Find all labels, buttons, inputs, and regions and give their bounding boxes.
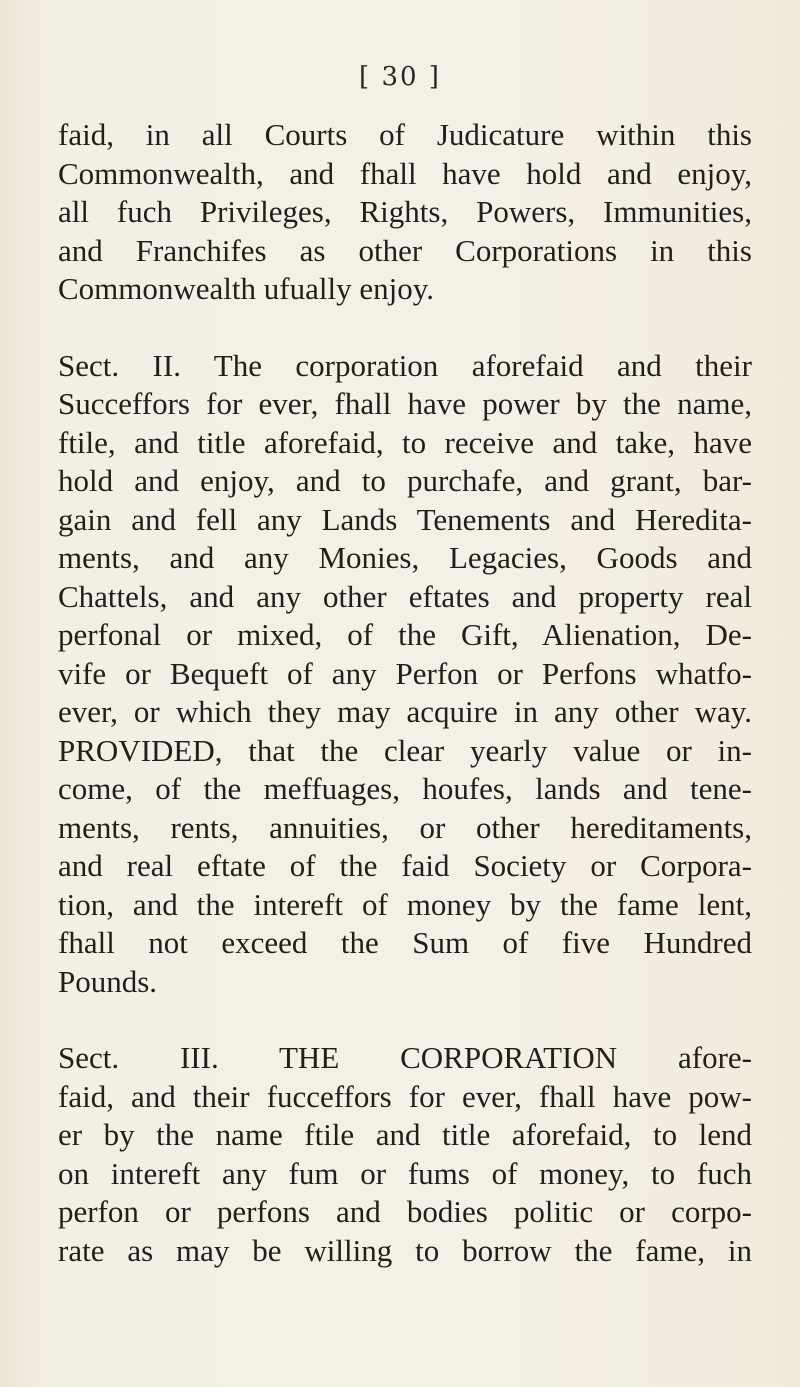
text-line: Commonwealth, and fhall have hold and enjoy, [58,155,752,191]
text-line: fhall not exceed the Sum of five Hundred [58,925,752,960]
text-line: and real eftate of the faid Society or Corpora- [58,848,752,883]
text-line: gain and fell any Lands Tenements and Heredita- [58,501,752,537]
text-line: and Franchifes as other Corporations in this [58,232,752,268]
text-line: faid, in all Courts of Judicature within this [58,117,752,152]
section-heading-line: Sect. III. THE CORPORATION afore- [58,1040,752,1075]
text-line: Chattels, and any other eftates and property real [58,578,752,614]
page-number: [ 30 ] [359,62,441,92]
text-line: on intereft any fum or fums of money, to fuch [58,1155,752,1191]
text-line: ments, and any Monies, Legacies, Goods and [58,540,752,575]
text-line: hold and enjoy, and to purchafe, and grant, bar- [58,463,752,498]
text-line: vife or Bequeft of any Perfon or Perfons whatfo- [58,655,752,691]
text-line: rate as may be willing to borrow the fame, in [58,1232,752,1268]
text-line: tion, and the intereft of money by the fame lent, [58,886,752,922]
text-line: all fuch Privileges, Rights, Powers, Immunities, [58,194,752,229]
text-line: er by the name ftile and title aforefaid, to lend [58,1117,752,1152]
text-line: PROVIDED, that the clear yearly value or in- [58,732,752,768]
text-line: Commonwealth ufually enjoy. [58,271,434,306]
text-line: ever, or which they may acquire in any other way. [58,694,752,729]
paragraph-3-section-3 [58,1039,752,1270]
body-text [58,116,752,1270]
paragraph-1 [58,116,752,309]
section-heading-line: Sect. II. The corporation aforefaid and their [58,347,752,383]
text-line: Succeffors for ever, fhall have power by the name, [58,386,752,421]
text-line: ftile, and title aforefaid, to receive and take, have [58,424,752,460]
text-line: perfon or perfons and bodies politic or corpo- [58,1194,752,1229]
text-line: Pounds. [58,963,158,999]
paragraph-2-section-2 [58,347,752,1002]
text-line: perfonal or mixed, of the Gift, Alienation, De- [58,617,752,652]
text-line: ments, rents, annuities, or other hereditaments, [58,809,752,845]
text-line: faid, and their fucceffors for ever, fhall have pow- [58,1078,752,1114]
text-line: come, of the meffuages, houfes, lands and tene- [58,771,752,806]
